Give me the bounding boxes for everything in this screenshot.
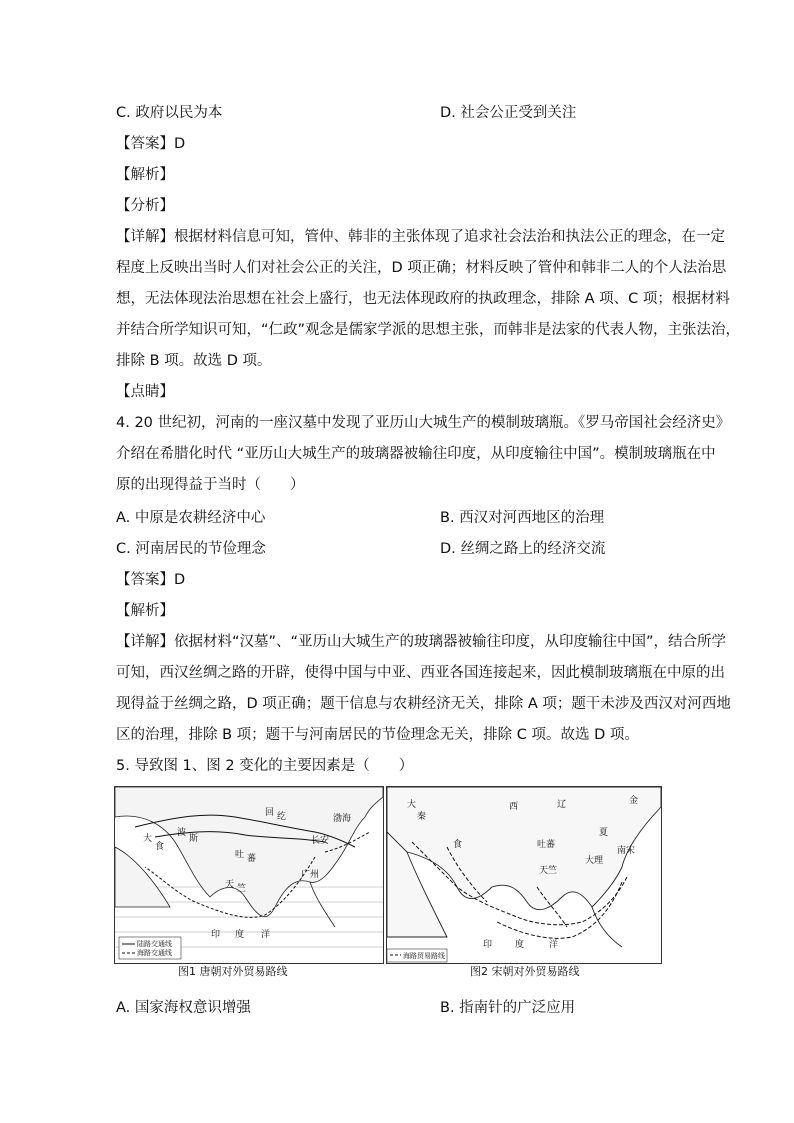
q3-detail-line: 【详解】根据材料信息可知，管仲、韩非的主张体现了追求社会法治和执法公正的理念，在一定 xyxy=(116,229,725,245)
q4-detail-line: 区的治理，排除 B 项；题干与河南居民的节俭理念无关，排除 C 项。故选 D 项。 xyxy=(116,727,639,743)
q4-option-b: B. 西汉对河西地区的治理 xyxy=(440,510,605,526)
q4-option-c: C. 河南居民的节俭理念 xyxy=(116,541,266,557)
map-label: 纥 xyxy=(277,812,287,822)
map-label: 食 xyxy=(453,840,463,850)
figure-2-caption: 图2 宋朝对外贸易路线 xyxy=(470,965,580,978)
q4-stem-line: 介绍在希腊化时代 “亚历山大城生产的玻璃器被输往印度，从印度输往中国”。模制玻璃瓶在中 xyxy=(116,446,716,462)
legend-land-route: 陆路交通线 xyxy=(137,940,172,948)
map-label: 辽 xyxy=(557,800,567,810)
map-label: 长安 xyxy=(311,836,330,846)
map-label: 夏 xyxy=(599,828,609,838)
q4-detail-line: 现得益于丝绸之路，D 项正确；题干信息与农耕经济无关，排除 A 项；题干未涉及西汉对河西地 xyxy=(116,696,731,712)
map-label: 金 xyxy=(629,796,639,806)
map-label: 回 xyxy=(265,808,275,818)
figure-1-caption: 图1 唐朝对外贸易路线 xyxy=(178,965,288,978)
map-label: 天竺 xyxy=(539,866,558,876)
q3-detail-line: 排除 B 项。故选 D 项。 xyxy=(116,353,272,369)
map-label: 蕃 xyxy=(247,854,257,864)
map-label: 食 xyxy=(155,842,165,852)
map-label: 波 xyxy=(177,828,187,838)
q5-option-a: A. 国家海权意识增强 xyxy=(116,1000,251,1016)
q4-analysis-heading: 【解析】 xyxy=(116,603,174,619)
map-label: 印 xyxy=(483,940,493,950)
q4-answer: 【答案】D xyxy=(116,572,186,588)
map-label: 吐蕃 xyxy=(537,840,556,850)
map-label: 大 xyxy=(407,800,417,810)
map-label: 大 xyxy=(143,834,153,844)
q3-detail-line: 想，无法体现法治思想在社会上盛行，也无法体现政府的执政理念，排除 A 项、C 项；根据材料 xyxy=(116,291,730,307)
figure-1-tang-trade-map xyxy=(114,786,384,964)
q4-detail-line: 可知，西汉丝绸之路的开辟，使得中国与中亚、西亚各国连接起来，因此模制玻璃瓶在中原的出 xyxy=(116,665,725,681)
q3-option-c: C. 政府以民为本 xyxy=(116,105,223,121)
q3-answer: 【答案】D xyxy=(116,136,186,152)
map-label: 竺 xyxy=(237,884,247,894)
q4-stem-line: 4. 20 世纪初，河南的一座汉墓中发现了亚历山大城生产的模制玻璃瓶。《罗马帝国社会经济史》 xyxy=(116,415,731,431)
map-label: 洋 xyxy=(549,940,559,950)
map-label: 度 xyxy=(515,940,525,950)
q5-stem: 5. 导致图 1、图 2 变化的主要因素是（ ） xyxy=(116,758,414,774)
map-label: 洋 xyxy=(261,930,271,940)
map-label: 印 xyxy=(211,930,221,940)
map-label: 广州 xyxy=(301,870,320,880)
q3-detail-line: 程度上反映出当时人们对社会公正的关注，D 项正确；材料反映了管仲和韩非二人的个人法治思 xyxy=(116,260,727,276)
figure-2-song-trade-map xyxy=(386,786,662,964)
map-label: 西 xyxy=(509,802,519,812)
map-label: 天 xyxy=(225,880,235,890)
q4-detail-line: 【详解】依据材料“汉墓”、“亚历山大城生产的玻璃器被输往印度，从印度输往中国”，结合所学 xyxy=(116,634,727,650)
q3-dianjing-heading: 【点睛】 xyxy=(116,384,174,400)
q3-analysis-heading: 【解析】 xyxy=(116,167,174,183)
q4-option-a: A. 中原是农耕经济中心 xyxy=(116,510,266,526)
q4-stem-line: 原的出现得益于当时（ ） xyxy=(116,477,305,493)
q5-option-b: B. 指南针的广泛应用 xyxy=(440,1000,576,1016)
map-label: 大理 xyxy=(585,856,604,866)
map-label: 吐 xyxy=(235,850,245,860)
map-label: 秦 xyxy=(417,812,427,822)
map-label: 渤海 xyxy=(333,814,352,824)
q3-detail-line: 并结合所学知识可知，“仁政”观念是儒家学派的思想主张，而韩非是法家的代表人物，主张法治， xyxy=(116,322,741,338)
q3-option-d: D. 社会公正受到关注 xyxy=(440,105,577,121)
legend-sea-route: 海路交通线 xyxy=(137,949,172,957)
map-label: 斯 xyxy=(189,834,199,844)
legend-sea-route: 海路贸易路线 xyxy=(403,952,445,960)
q3-fenxi-heading: 【分析】 xyxy=(116,198,174,214)
map-label: 南宋 xyxy=(617,846,636,856)
map-label: 度 xyxy=(235,930,245,940)
q4-option-d: D. 丝绸之路上的经济交流 xyxy=(440,541,606,557)
